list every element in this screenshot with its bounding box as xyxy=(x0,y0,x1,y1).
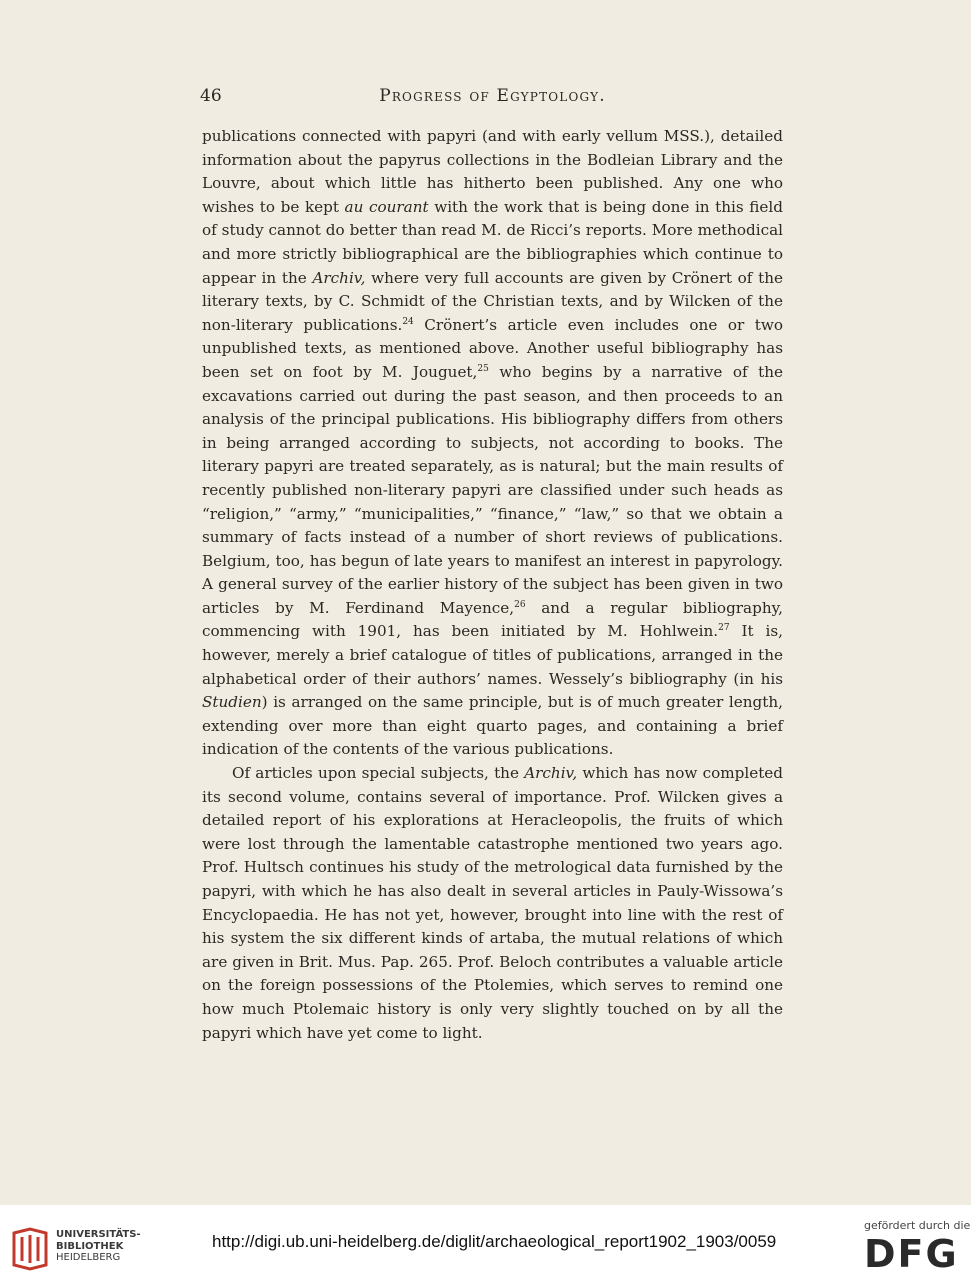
text-run: publications connected with papyri (and with early vellum MSS.), detailed information about the papyrus collections in the Bodleian Library and the Louvre, about which little has hitherto been published. Any one who wishes to be kept xyxy=(202,127,783,216)
text-run: and a regular bibliography, commencing with 1901, has been initiated by M. Hohlwein. xyxy=(202,598,784,641)
italic-text: au courant xyxy=(344,197,429,216)
library-line-2: BIBLIOTHEK xyxy=(56,1240,124,1252)
footer-bar xyxy=(0,1205,971,1282)
text-run: who begins by a narrative of the excavations carried out during the past season, and then proceeds to an analysis of the principal publications. His bibliography differs from others in being arranged according to subjects, not according to books. The literary papyri are treated separately, as is natural; but the main results of recently published non-literary papyri are classified under such heads as “religion,” “army,” “municipalities,” “finance,” “law,” so that we obtain a summary of facts instead of a number of short reviews of publications. Belgium, too, has begun of late years to manifest an interest in papyrology. A general survey of the earlier history of the subject has been given in two articles by M. Ferdinand Mayence, xyxy=(202,362,783,617)
text-run: with the work that is being done in this field of study cannot do better than read M. de Ricci’s reports. More methodical and more strictly bibliographical are the bibliographies which continue to appear in the xyxy=(202,197,783,287)
running-title: Progress of Egyptology. xyxy=(379,86,606,106)
text-run: It is, however, merely a brief catalogue of titles of publications, arranged in the alphabetical order of their authors’ names. Wessely’s bibliography (in his xyxy=(202,622,783,688)
text-run: where very full accounts are given by Crönert of the literary texts, by C. Schmidt of the Christian texts, and by Wilcken of the non-literary publications. xyxy=(202,268,784,334)
paragraph-2 xyxy=(202,762,783,1045)
library-line-3: HEIDELBERG xyxy=(56,1252,121,1263)
dfg-logo[interactable] xyxy=(862,1217,971,1277)
italic-text: Archiv, xyxy=(524,764,578,783)
library-emblem-strokes xyxy=(14,1229,46,1269)
text-run: ) is arranged on the same principle, but is of much greater length, extending over more than eight quarto pages, and containing a brief indication of the contents of the various publications. xyxy=(202,693,783,759)
source-url-link[interactable]: http://digi.ub.uni-heidelberg.de/diglit/archaeological_report1902_1903/0059 xyxy=(212,1232,777,1251)
footnote-mark: 24 xyxy=(402,316,414,327)
footnote-mark: 27 xyxy=(718,623,730,634)
dfg-caption: gefördert durch die xyxy=(864,1219,971,1232)
running-head xyxy=(200,86,785,112)
italic-text: Studien xyxy=(202,693,262,712)
paragraph-1 xyxy=(202,125,783,762)
text-run: Of articles upon special subjects, the xyxy=(232,764,525,783)
footnote-mark: 26 xyxy=(514,599,526,610)
text-run: Crönert’s article even includes one or two unpublished texts, as mentioned above. Another useful bibliography has been set on foot by M. Jouguet, xyxy=(202,315,783,381)
library-emblem-icon xyxy=(10,1227,50,1271)
dfg-wordmark: DFG xyxy=(864,1232,959,1276)
text-run: which has now completed its second volume, contains several of importance. Prof. Wilcken gives a detailed report of his explorations at Heracleopolis, the fruits of which were lost through the lamentable catastrophe mentioned two years ago. Prof. Hultsch continues his study of the metrological data furnished by the papyri, with which he has also dealt in several articles in Pauly-Wissowa’s Encyclopaedia. He has not yet, however, brought into line with the rest of his system the six different kinds of artaba, the mutual relations of which are given in Brit. Mus. Pap. 265. Prof. Beloch contributes a valuable article on the foreign possessions of the Ptolemies, which serves to remind one how much Ptolemaic history is only very slightly touched on by all the papyri which have yet come to light. xyxy=(202,764,784,1042)
footnote-mark: 25 xyxy=(477,363,489,374)
university-library-logo[interactable] xyxy=(10,1225,160,1271)
body-text xyxy=(202,125,783,1045)
library-line-1: UNIVERSITÄTS- xyxy=(56,1229,141,1240)
page-number: 46 xyxy=(200,86,222,106)
emblem-bars xyxy=(22,1235,38,1263)
italic-text: Archiv, xyxy=(312,268,366,287)
library-name xyxy=(56,1229,141,1264)
